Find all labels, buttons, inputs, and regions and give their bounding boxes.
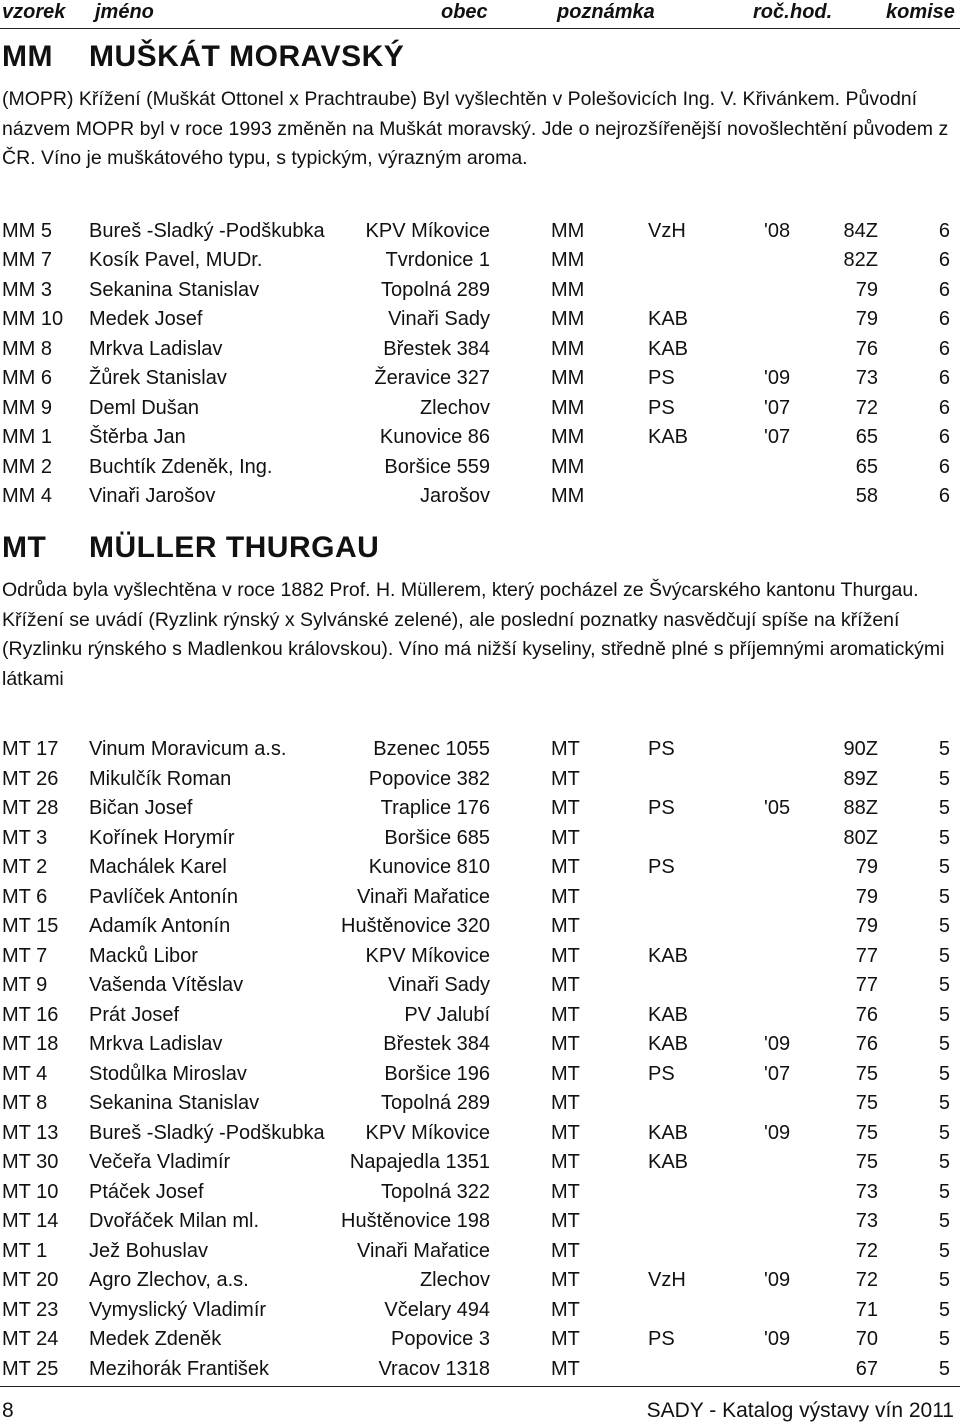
sample-note: MT xyxy=(551,1328,580,1350)
sample-code: MT 18 xyxy=(2,1033,59,1055)
sample-code: MT 23 xyxy=(2,1298,59,1321)
sample-code: MT 24 xyxy=(2,1328,59,1350)
rating-count: 6 xyxy=(938,426,950,448)
grower-name: Večeřa Vladimír xyxy=(89,1151,231,1173)
variety-title: MÜLLER THURGAU xyxy=(89,531,380,564)
grower-name: Vymyslický Vladimír xyxy=(89,1298,267,1321)
table-row xyxy=(0,1148,960,1178)
table-row xyxy=(0,853,960,883)
grower-name: Bičan Josef xyxy=(89,797,193,819)
rating-count: 6 xyxy=(938,367,950,389)
vintage-year: '07 xyxy=(764,396,791,419)
table-row xyxy=(0,453,960,483)
catalog-title: SADY - Katalog výstavy vín 2011 xyxy=(646,1399,954,1422)
grower-place: Boršice 559 xyxy=(384,455,490,478)
sample-code: MT 28 xyxy=(2,797,59,819)
page-number: 8 xyxy=(2,1399,14,1422)
sample-note: MT xyxy=(551,1092,580,1114)
grower-name: Bureš -Sladký -Podškubka xyxy=(89,219,325,242)
rating-count: 5 xyxy=(938,1062,950,1085)
sample-code: MT 4 xyxy=(2,1062,48,1085)
commission: PS xyxy=(648,396,675,419)
rating-count: 5 xyxy=(938,1180,950,1203)
rating-count: 5 xyxy=(938,1357,950,1380)
sample-note: MT xyxy=(551,1357,580,1380)
score: 71 xyxy=(855,1298,878,1321)
table-row xyxy=(0,942,960,972)
sample-table xyxy=(0,735,960,1384)
table-row xyxy=(0,1178,960,1208)
grower-place: Vinaři Mařatice xyxy=(356,1239,490,1262)
sample-code: MT 13 xyxy=(2,1121,59,1144)
commission: PS xyxy=(648,1062,675,1085)
table-row xyxy=(0,1060,960,1090)
commission: KAB xyxy=(648,944,689,967)
rating-count: 5 xyxy=(938,1092,950,1114)
score: 72 xyxy=(855,1269,878,1291)
table-row xyxy=(0,1207,960,1237)
score: 76 xyxy=(855,337,878,360)
grower-place: Vracov 1318 xyxy=(378,1357,490,1380)
sample-code: MT 20 xyxy=(2,1269,59,1291)
grower-place: PV Jalubí xyxy=(404,1003,490,1026)
table-row xyxy=(0,1089,960,1119)
score: 76 xyxy=(855,1003,878,1026)
table-row xyxy=(0,364,960,394)
commission: KAB xyxy=(648,308,689,330)
vintage-year: '07 xyxy=(764,1062,791,1085)
commission: KAB xyxy=(648,1121,689,1144)
score: 76 xyxy=(855,1033,878,1055)
rating-count: 6 xyxy=(938,249,950,271)
sample-code: MT 8 xyxy=(2,1092,48,1114)
table-row xyxy=(0,276,960,306)
rating-count: 6 xyxy=(938,308,950,330)
sample-code: MM 5 xyxy=(2,219,52,242)
grower-place: Bzenec 1055 xyxy=(373,738,490,760)
score: 73 xyxy=(855,1180,878,1203)
sample-code: MT 25 xyxy=(2,1357,59,1380)
sample-code: MT 26 xyxy=(2,767,59,790)
grower-name: Medek Zdeněk xyxy=(89,1328,222,1350)
score: 75 xyxy=(855,1062,878,1085)
rating-count: 5 xyxy=(938,885,950,908)
commission: PS xyxy=(648,367,675,389)
sample-note: MT xyxy=(551,1210,580,1232)
sample-note: MM xyxy=(551,278,585,301)
score: 67 xyxy=(855,1357,878,1380)
sample-note: MT xyxy=(551,885,580,908)
sample-note: MT xyxy=(551,915,580,937)
score: 79 xyxy=(855,856,878,878)
table-row xyxy=(0,305,960,335)
table-row xyxy=(0,765,960,795)
grower-place: Kunovice 810 xyxy=(368,856,490,878)
grower-place: Zlechov xyxy=(419,396,490,419)
table-row xyxy=(0,246,960,276)
table-row xyxy=(0,1325,960,1355)
grower-place: Břestek 384 xyxy=(383,1033,490,1055)
variety-code: MM xyxy=(2,40,53,73)
commission: PS xyxy=(648,1328,675,1350)
grower-place: Včelary 494 xyxy=(384,1298,490,1321)
sample-code: MT 7 xyxy=(2,944,48,967)
sample-note: MT xyxy=(551,1121,580,1144)
table-row xyxy=(0,1001,960,1031)
table-row xyxy=(0,217,960,247)
sample-note: MM xyxy=(551,426,585,448)
score: 75 xyxy=(855,1092,878,1114)
rating-count: 5 xyxy=(938,1328,950,1350)
sample-table xyxy=(0,217,960,512)
grower-name: Mrkva Ladislav xyxy=(89,337,223,360)
grower-name: Kořínek Horymír xyxy=(89,826,235,849)
grower-name: Buchtík Zdeněk, Ing. xyxy=(89,455,273,478)
score: 84Z xyxy=(843,219,878,242)
commission: KAB xyxy=(648,1151,689,1173)
variety-heading xyxy=(0,523,960,573)
rating-count: 5 xyxy=(938,1269,950,1291)
rating-count: 5 xyxy=(938,1239,950,1262)
table-row xyxy=(0,883,960,913)
grower-place: KPV Míkovice xyxy=(365,944,490,967)
commission: KAB xyxy=(648,1033,689,1055)
grower-place: Topolná 322 xyxy=(381,1180,490,1203)
rating-count: 6 xyxy=(938,455,950,478)
sample-code: MT 3 xyxy=(2,826,48,849)
grower-place: Topolná 289 xyxy=(381,278,490,301)
table-row xyxy=(0,1355,960,1385)
grower-place: Topolná 289 xyxy=(381,1092,490,1114)
variety-section-mm xyxy=(0,32,960,512)
table-row xyxy=(0,394,960,424)
sample-code: MT 10 xyxy=(2,1180,59,1203)
score: 82Z xyxy=(843,249,878,271)
sample-code: MT 16 xyxy=(2,1003,59,1026)
table-row xyxy=(0,1119,960,1149)
grower-name: Jež Bohuslav xyxy=(89,1239,208,1262)
table-row xyxy=(0,971,960,1001)
table-row xyxy=(0,912,960,942)
grower-name: Adamík Antonín xyxy=(89,915,231,937)
grower-place: Jarošov xyxy=(419,485,490,507)
grower-name: Vinaři Jarošov xyxy=(89,485,216,507)
rating-count: 5 xyxy=(938,1298,950,1321)
sample-note: MT xyxy=(551,767,580,790)
score: 79 xyxy=(855,278,878,301)
commission: VzH xyxy=(648,1269,686,1291)
sample-note: MT xyxy=(551,826,580,849)
grower-name: Stodůlka Miroslav xyxy=(89,1062,247,1085)
grower-name: Sekanina Stanislav xyxy=(89,1092,260,1114)
header-hod: hod. xyxy=(790,1,833,23)
vintage-year: '05 xyxy=(764,797,791,819)
vintage-year: '07 xyxy=(764,426,791,448)
vintage-year: '09 xyxy=(764,1121,791,1144)
sample-note: MM xyxy=(551,219,585,242)
vintage-year: '09 xyxy=(764,367,791,389)
grower-place: Napajedla 1351 xyxy=(349,1151,490,1173)
commission: KAB xyxy=(648,337,689,360)
rating-count: 5 xyxy=(938,856,950,878)
score: 77 xyxy=(855,974,878,996)
sample-code: MT 2 xyxy=(2,856,48,878)
header-obec: obec xyxy=(441,1,488,23)
sample-code: MM 3 xyxy=(2,278,52,301)
table-row xyxy=(0,735,960,765)
sample-note: MT xyxy=(551,738,580,760)
vintage-year: '09 xyxy=(764,1328,791,1350)
score: 75 xyxy=(855,1121,878,1144)
rating-count: 5 xyxy=(938,767,950,790)
rating-count: 6 xyxy=(938,485,950,507)
variety-heading xyxy=(0,32,960,82)
grower-name: Ptáček Josef xyxy=(89,1180,204,1203)
sample-note: MM xyxy=(551,485,585,507)
sample-code: MT 30 xyxy=(2,1151,59,1173)
variety-description: Odrůda byla vyšlechtěna v roce 1882 Prof. H. Müllerem, který pocházel ze Švýcarského kantonu Thurgau. Křížení se uvádí (Ryzlink rýnský x Sylvánské zelené), ale poslední poznatky nasvědčují spíše na křížení (Ryzlinku rýnského s Madlenkou královskou). Víno má nižší kyseliny, středně plné s příjemnými aromatickými látkami xyxy=(2,579,945,690)
variety-title: MUŠKÁT MORAVSKÝ xyxy=(89,40,405,73)
commission: PS xyxy=(648,856,675,878)
grower-place: Vinaři Sady xyxy=(388,974,490,996)
sample-code: MT 1 xyxy=(2,1239,48,1262)
sample-note: MM xyxy=(551,396,585,419)
grower-place: Tvrdonice 1 xyxy=(385,249,490,271)
grower-name: Bureš -Sladký -Podškubka xyxy=(89,1121,325,1144)
sample-code: MM 7 xyxy=(2,249,52,271)
table-row xyxy=(0,794,960,824)
rating-count: 5 xyxy=(938,1003,950,1026)
grower-place: KPV Míkovice xyxy=(365,1121,490,1144)
commission: PS xyxy=(648,797,675,819)
score: 75 xyxy=(855,1151,878,1173)
grower-name: Mrkva Ladislav xyxy=(89,1033,223,1055)
sample-note: MM xyxy=(551,308,585,330)
rating-count: 5 xyxy=(938,1210,950,1232)
sample-note: MM xyxy=(551,337,585,360)
score: 79 xyxy=(855,308,878,330)
score: 73 xyxy=(855,367,878,389)
sample-note: MT xyxy=(551,1180,580,1203)
grower-name: Kosík Pavel, MUDr. xyxy=(89,249,263,271)
sample-code: MM 10 xyxy=(2,308,64,330)
rating-count: 5 xyxy=(938,1121,950,1144)
sample-code: MM 4 xyxy=(2,485,52,507)
header-vzorek: vzorek xyxy=(2,1,66,23)
grower-name: Žůrek Stanislav xyxy=(89,367,227,389)
sample-note: MM xyxy=(551,367,585,389)
score: 79 xyxy=(855,915,878,937)
grower-name: Pavlíček Antonín xyxy=(89,885,238,908)
sample-note: MT xyxy=(551,797,580,819)
sample-code: MM 8 xyxy=(2,337,52,360)
vintage-year: '09 xyxy=(764,1269,791,1291)
grower-place: Kunovice 86 xyxy=(379,426,490,448)
grower-name: Mezihorák František xyxy=(89,1357,270,1380)
sample-note: MM xyxy=(551,249,585,271)
grower-name: Deml Dušan xyxy=(89,396,200,419)
column-header xyxy=(0,0,960,29)
grower-name: Macků Libor xyxy=(89,944,198,967)
grower-place: Traplice 176 xyxy=(380,797,490,819)
sample-note: MT xyxy=(551,944,580,967)
grower-name: Mikulčík Roman xyxy=(89,767,232,790)
rating-count: 5 xyxy=(938,974,950,996)
sample-code: MM 1 xyxy=(2,426,52,448)
grower-place: Huštěnovice 198 xyxy=(341,1210,490,1232)
sample-code: MT 14 xyxy=(2,1210,59,1232)
header-jmeno: jméno xyxy=(95,1,154,23)
sample-note: MT xyxy=(551,1062,580,1085)
grower-name: Machálek Karel xyxy=(89,856,227,878)
header-komise: komise xyxy=(886,1,955,23)
score: 79 xyxy=(855,885,878,908)
score: 88Z xyxy=(843,797,878,819)
variety-code: MT xyxy=(2,531,47,564)
table-row xyxy=(0,1296,960,1326)
grower-name: Agro Zlechov, a.s. xyxy=(89,1269,249,1291)
vintage-year: '08 xyxy=(764,219,791,242)
score: 65 xyxy=(855,455,878,478)
score: 65 xyxy=(855,426,878,448)
commission: KAB xyxy=(648,426,689,448)
score: 72 xyxy=(855,396,878,419)
table-row xyxy=(0,1266,960,1296)
table-row xyxy=(0,423,960,453)
grower-place: Žeravice 327 xyxy=(374,367,490,389)
rating-count: 5 xyxy=(938,915,950,937)
grower-name: Vašenda Vítěslav xyxy=(89,974,244,996)
rating-count: 5 xyxy=(938,1033,950,1055)
table-row xyxy=(0,335,960,365)
grower-place: Popovice 382 xyxy=(368,767,490,790)
score: 58 xyxy=(855,485,878,507)
table-row xyxy=(0,824,960,854)
sample-code: MT 15 xyxy=(2,915,59,937)
sample-note: MT xyxy=(551,1033,580,1055)
grower-name: Prát Josef xyxy=(89,1003,180,1026)
commission: VzH xyxy=(648,219,686,242)
grower-place: Zlechov xyxy=(419,1269,490,1291)
vintage-year: '09 xyxy=(764,1033,791,1055)
table-row xyxy=(0,1030,960,1060)
header-poznamka: poznámka xyxy=(557,1,655,23)
score: 73 xyxy=(855,1210,878,1232)
commission: KAB xyxy=(648,1003,689,1026)
rating-count: 5 xyxy=(938,944,950,967)
sample-note: MT xyxy=(551,1298,580,1321)
sample-note: MT xyxy=(551,856,580,878)
rating-count: 6 xyxy=(938,278,950,301)
sample-code: MM 6 xyxy=(2,367,52,389)
commission: PS xyxy=(648,738,675,760)
grower-place: Huštěnovice 320 xyxy=(341,915,490,937)
score: 72 xyxy=(855,1239,878,1262)
sample-code: MM 2 xyxy=(2,455,52,478)
score: 90Z xyxy=(843,738,878,760)
grower-place: KPV Míkovice xyxy=(365,219,490,242)
rating-count: 5 xyxy=(938,1151,950,1173)
variety-section-mt xyxy=(0,523,960,1384)
rating-count: 6 xyxy=(938,396,950,419)
rating-count: 6 xyxy=(938,219,950,242)
sample-code: MT 17 xyxy=(2,738,59,760)
score: 70 xyxy=(855,1328,878,1350)
grower-name: Sekanina Stanislav xyxy=(89,278,260,301)
variety-description: (MOPR) Křížení (Muškát Ottonel x Prachtraube) Byl vyšlechtěn v Polešovicích Ing. V. Křivánkem. Původní názvem MOPR byl v roce 1993 změněn na Muškát moravský. Jde o nejrozšířenější novošlechtění původem z ČR. Víno je muškátového typu, s typickým, výrazným aroma. xyxy=(2,88,949,169)
grower-place: Vinaři Mařatice xyxy=(356,885,490,908)
page-footer xyxy=(0,1386,960,1427)
sample-note: MM xyxy=(551,455,585,478)
rating-count: 5 xyxy=(938,738,950,760)
score: 89Z xyxy=(843,767,878,790)
header-roc: roč. xyxy=(753,1,790,23)
table-row xyxy=(0,1237,960,1267)
grower-name: Medek Josef xyxy=(89,308,203,330)
sample-note: MT xyxy=(551,1239,580,1262)
table-row xyxy=(0,482,960,512)
rating-count: 5 xyxy=(938,826,950,849)
score: 80Z xyxy=(843,826,878,849)
grower-name: Dvořáček Milan ml. xyxy=(89,1210,260,1232)
sample-code: MT 6 xyxy=(2,885,48,908)
sample-note: MT xyxy=(551,1269,580,1291)
score: 77 xyxy=(855,944,878,967)
sample-code: MT 9 xyxy=(2,974,48,996)
sample-note: MT xyxy=(551,974,580,996)
rating-count: 5 xyxy=(938,797,950,819)
grower-place: Boršice 196 xyxy=(384,1062,490,1085)
grower-place: Popovice 3 xyxy=(391,1328,490,1350)
grower-place: Břestek 384 xyxy=(383,337,490,360)
sample-note: MT xyxy=(551,1003,580,1026)
rating-count: 6 xyxy=(938,337,950,360)
grower-name: Štěrba Jan xyxy=(89,426,186,448)
grower-place: Vinaři Sady xyxy=(388,308,490,330)
sample-code: MM 9 xyxy=(2,396,52,419)
sample-note: MT xyxy=(551,1151,580,1173)
grower-place: Boršice 685 xyxy=(384,826,490,849)
grower-name: Vinum Moravicum a.s. xyxy=(89,738,287,760)
